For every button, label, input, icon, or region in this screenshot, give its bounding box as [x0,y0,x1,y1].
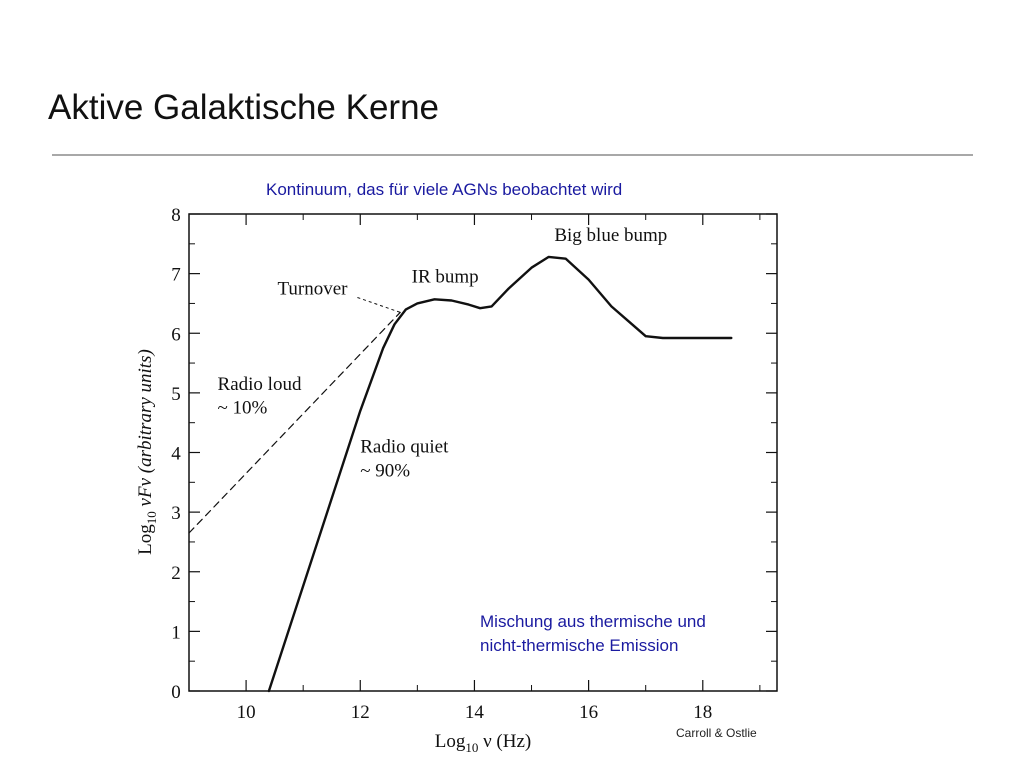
annotation-label: Radio quiet [360,436,449,458]
x-tick-label: 14 [464,702,484,723]
emission-note [480,610,706,658]
y-tick-label: 0 [171,682,181,703]
chart-caption: Kontinuum, das für viele AGNs beobachtet wird [266,180,623,199]
annotation-label: Big blue bump [554,224,668,246]
turnover-pointer [357,297,400,312]
annotations-layer [218,225,668,482]
y-tick-label: 8 [171,205,181,226]
emission-note-line1: Mischung aus thermische und [480,612,706,631]
annotation-label: ~ 10% [217,397,268,419]
y-axis-label: Log$_{10}$ νFν (arbitrary units) [135,349,159,555]
annotation-label: ~ 90% [360,460,411,482]
y-tick-label: 4 [171,443,181,465]
annotation-label: IR bump [411,266,479,288]
source-credit: Carroll & Ostlie [676,726,757,740]
y-tick-label: 1 [171,622,181,644]
annotation-label: Radio loud [217,373,302,395]
x-tick-label: 18 [693,702,713,723]
x-tick-label: 16 [579,702,599,723]
y-tick-label: 2 [171,562,181,584]
y-tick-label: 3 [171,503,181,525]
y-tick-label: 7 [171,264,181,286]
y-tick-label: 5 [171,383,181,405]
y-tick-label: 6 [171,324,181,346]
slide-title: Aktive Galaktische Kerne [48,88,440,127]
emission-note-line2: nicht-thermische Emission [480,636,679,655]
x-tick-label: 10 [236,702,256,723]
annotation-label: Turnover [277,278,348,300]
radio-loud-curve [189,312,400,533]
x-axis-label: Log$_{10}$ ν (Hz) [434,731,532,755]
x-tick-label: 12 [350,702,370,723]
